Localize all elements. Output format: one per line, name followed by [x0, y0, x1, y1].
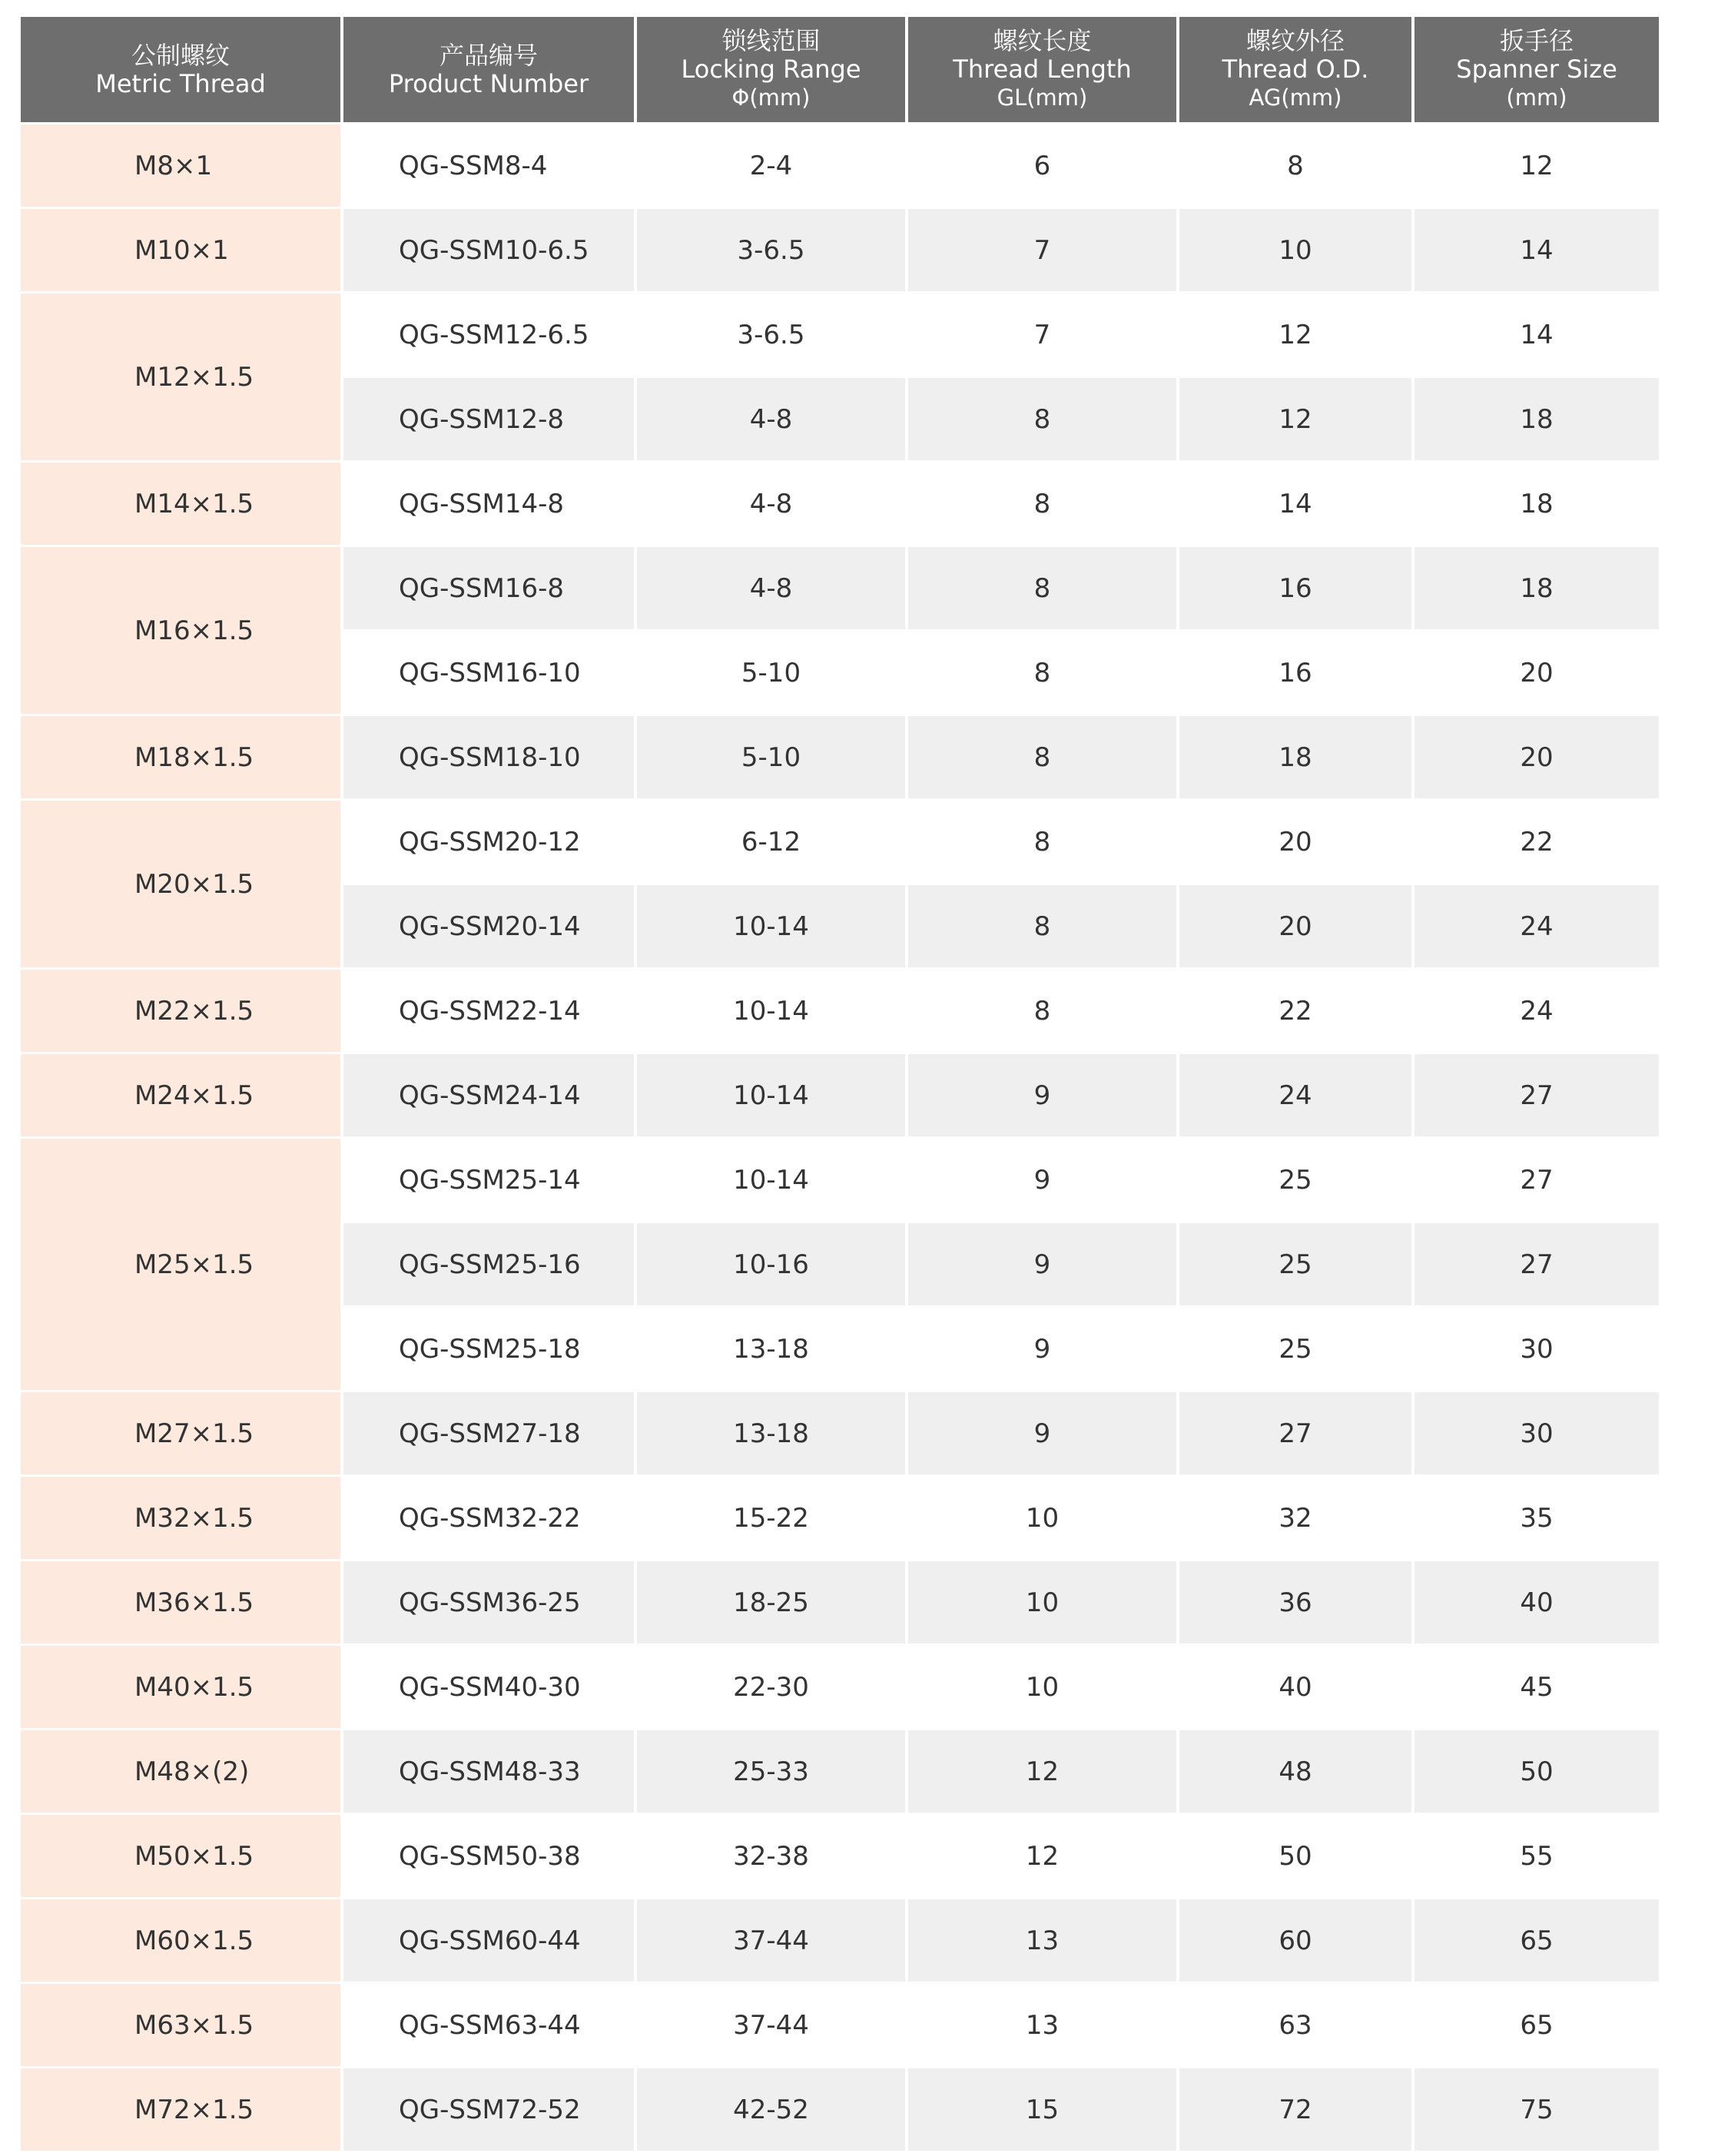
thread-od-cell: 36	[1176, 1559, 1411, 1644]
metric-thread-cell: M36×1.5	[21, 1559, 340, 1644]
thread-od-cell: 8	[1176, 122, 1411, 207]
header-metric-thread	[21, 17, 340, 122]
table-row	[21, 1474, 1659, 1559]
thread-od-cell: 63	[1176, 1982, 1411, 2066]
spanner-size-cell: 27	[1411, 1136, 1659, 1221]
thread-length-cell: 12	[905, 1728, 1176, 1813]
metric-thread-cell: M20×1.5	[21, 798, 340, 967]
thread-length-cell: 15	[905, 2066, 1176, 2151]
product-number-cell: QG-SSM14-8	[340, 460, 634, 545]
thread-length-cell: 8	[905, 798, 1176, 883]
thread-length-cell: 8	[905, 714, 1176, 798]
table-row	[21, 291, 1659, 376]
thread-length-cell: 7	[905, 291, 1176, 376]
header-row	[21, 17, 1659, 122]
product-number-cell: QG-SSM27-18	[340, 1390, 634, 1474]
header-en: Thread O.D.	[1222, 55, 1369, 84]
header-thread-od	[1176, 17, 1411, 122]
header-zh: 锁线范围	[721, 26, 821, 55]
locking-range-cell: 15-22	[634, 1474, 905, 1559]
thread-od-cell: 22	[1176, 967, 1411, 1052]
spanner-size-cell: 14	[1411, 207, 1659, 291]
thread-od-cell: 16	[1176, 545, 1411, 629]
table-row	[21, 1052, 1659, 1136]
table-row	[21, 1728, 1659, 1813]
spanner-size-cell: 12	[1411, 122, 1659, 207]
table-row	[21, 1644, 1659, 1728]
product-number-cell: QG-SSM18-10	[340, 714, 634, 798]
spanner-size-cell: 24	[1411, 967, 1659, 1052]
metric-thread-cell: M72×1.5	[21, 2066, 340, 2151]
metric-thread-cell: M22×1.5	[21, 967, 340, 1052]
metric-thread-cell: M8×1	[21, 122, 340, 207]
thread-od-cell: 32	[1176, 1474, 1411, 1559]
locking-range-cell: 10-14	[634, 967, 905, 1052]
product-number-cell: QG-SSM20-14	[340, 883, 634, 967]
locking-range-cell: 4-8	[634, 460, 905, 545]
locking-range-cell: 10-14	[634, 883, 905, 967]
table-row	[21, 967, 1659, 1052]
metric-thread-cell: M60×1.5	[21, 1897, 340, 1982]
product-number-cell: QG-SSM22-14	[340, 967, 634, 1052]
metric-thread-cell: M10×1	[21, 207, 340, 291]
metric-thread-cell: M40×1.5	[21, 1644, 340, 1728]
header-unit: AG(mm)	[1249, 85, 1342, 111]
table-header	[21, 17, 1659, 122]
locking-range-cell: 2-4	[634, 122, 905, 207]
locking-range-cell: 3-6.5	[634, 291, 905, 376]
spanner-size-cell: 27	[1411, 1052, 1659, 1136]
product-number-cell: QG-SSM25-16	[340, 1221, 634, 1305]
thread-od-cell: 25	[1176, 1136, 1411, 1221]
table-body	[21, 122, 1659, 2151]
locking-range-cell: 5-10	[634, 714, 905, 798]
header-zh: 螺纹长度	[993, 26, 1092, 55]
table-row	[21, 798, 1659, 883]
spanner-size-cell: 20	[1411, 714, 1659, 798]
spanner-size-cell: 30	[1411, 1305, 1659, 1390]
table-row	[21, 2066, 1659, 2151]
product-number-cell: QG-SSM24-14	[340, 1052, 634, 1136]
thread-od-cell: 27	[1176, 1390, 1411, 1474]
product-number-cell: QG-SSM12-8	[340, 376, 634, 460]
locking-range-cell: 32-38	[634, 1813, 905, 1897]
product-number-cell: QG-SSM8-4	[340, 122, 634, 207]
table-row	[21, 207, 1659, 291]
locking-range-cell: 37-44	[634, 1982, 905, 2066]
table-row	[21, 545, 1659, 629]
table-row	[21, 1982, 1659, 2066]
header-en: Product Number	[388, 68, 589, 98]
metric-thread-cell: M48×(2)	[21, 1728, 340, 1813]
metric-thread-cell: M25×1.5	[21, 1136, 340, 1390]
locking-range-cell: 3-6.5	[634, 207, 905, 291]
thread-od-cell: 18	[1176, 714, 1411, 798]
thread-length-cell: 9	[905, 1136, 1176, 1221]
spanner-size-cell: 18	[1411, 460, 1659, 545]
table-row	[21, 1390, 1659, 1474]
product-number-cell: QG-SSM40-30	[340, 1644, 634, 1728]
locking-range-cell: 22-30	[634, 1644, 905, 1728]
spanner-size-cell: 65	[1411, 1982, 1659, 2066]
product-number-cell: QG-SSM20-12	[340, 798, 634, 883]
thread-length-cell: 13	[905, 1897, 1176, 1982]
spanner-size-cell: 50	[1411, 1728, 1659, 1813]
product-number-cell: QG-SSM25-18	[340, 1305, 634, 1390]
header-unit: (mm)	[1506, 85, 1567, 111]
product-number-cell: QG-SSM50-38	[340, 1813, 634, 1897]
locking-range-cell: 6-12	[634, 798, 905, 883]
table-row	[21, 122, 1659, 207]
spanner-size-cell: 20	[1411, 629, 1659, 714]
spanner-size-cell: 30	[1411, 1390, 1659, 1474]
thread-length-cell: 9	[905, 1221, 1176, 1305]
spanner-size-cell: 18	[1411, 376, 1659, 460]
thread-length-cell: 13	[905, 1982, 1176, 2066]
metric-thread-cell: M12×1.5	[21, 291, 340, 460]
metric-thread-cell: M32×1.5	[21, 1474, 340, 1559]
header-spanner-size	[1411, 17, 1659, 122]
spanner-size-cell: 27	[1411, 1221, 1659, 1305]
metric-thread-cell: M27×1.5	[21, 1390, 340, 1474]
header-en: Spanner Size	[1456, 55, 1617, 84]
product-number-cell: QG-SSM10-6.5	[340, 207, 634, 291]
header-en: Thread Length	[953, 55, 1132, 84]
spanner-size-cell: 35	[1411, 1474, 1659, 1559]
thread-od-cell: 25	[1176, 1305, 1411, 1390]
thread-length-cell: 8	[905, 883, 1176, 967]
locking-range-cell: 18-25	[634, 1559, 905, 1644]
spanner-size-cell: 40	[1411, 1559, 1659, 1644]
locking-range-cell: 37-44	[634, 1897, 905, 1982]
thread-od-cell: 20	[1176, 798, 1411, 883]
thread-length-cell: 7	[905, 207, 1176, 291]
header-thread-length	[905, 17, 1176, 122]
table-row	[21, 1136, 1659, 1221]
table-row	[21, 714, 1659, 798]
locking-range-cell: 4-8	[634, 545, 905, 629]
header-zh: 公制螺纹	[131, 40, 230, 70]
metric-thread-cell: M14×1.5	[21, 460, 340, 545]
thread-length-cell: 6	[905, 122, 1176, 207]
metric-thread-cell: M24×1.5	[21, 1052, 340, 1136]
thread-od-cell: 48	[1176, 1728, 1411, 1813]
product-number-cell: QG-SSM25-14	[340, 1136, 634, 1221]
header-unit: GL(mm)	[997, 85, 1088, 111]
thread-od-cell: 12	[1176, 291, 1411, 376]
spanner-size-cell: 18	[1411, 545, 1659, 629]
header-zh: 螺纹外径	[1245, 26, 1345, 55]
product-number-cell: QG-SSM72-52	[340, 2066, 634, 2151]
locking-range-cell: 25-33	[634, 1728, 905, 1813]
thread-length-cell: 8	[905, 376, 1176, 460]
header-en: Locking Range	[681, 55, 861, 84]
locking-range-cell: 5-10	[634, 629, 905, 714]
locking-range-cell: 10-14	[634, 1136, 905, 1221]
thread-length-cell: 8	[905, 460, 1176, 545]
header-unit: Φ(mm)	[731, 85, 811, 111]
thread-od-cell: 72	[1176, 2066, 1411, 2151]
product-number-cell: QG-SSM60-44	[340, 1897, 634, 1982]
thread-length-cell: 10	[905, 1559, 1176, 1644]
thread-od-cell: 12	[1176, 376, 1411, 460]
thread-od-cell: 40	[1176, 1644, 1411, 1728]
product-number-cell: QG-SSM32-22	[340, 1474, 634, 1559]
thread-od-cell: 50	[1176, 1813, 1411, 1897]
product-number-cell: QG-SSM63-44	[340, 1982, 634, 2066]
thread-length-cell: 8	[905, 629, 1176, 714]
metric-thread-cell: M16×1.5	[21, 545, 340, 714]
header-product-number	[340, 17, 634, 122]
header-zh: 扳手径	[1499, 26, 1574, 55]
locking-range-cell: 10-16	[634, 1221, 905, 1305]
table-row	[21, 1813, 1659, 1897]
spanner-size-cell: 45	[1411, 1644, 1659, 1728]
thread-length-cell: 8	[905, 545, 1176, 629]
header-locking-range	[634, 17, 905, 122]
locking-range-cell: 13-18	[634, 1305, 905, 1390]
thread-od-cell: 14	[1176, 460, 1411, 545]
spanner-size-cell: 22	[1411, 798, 1659, 883]
table-row	[21, 1897, 1659, 1982]
thread-length-cell: 10	[905, 1474, 1176, 1559]
thread-od-cell: 20	[1176, 883, 1411, 967]
spanner-size-cell: 75	[1411, 2066, 1659, 2151]
thread-length-cell: 12	[905, 1813, 1176, 1897]
product-number-cell: QG-SSM12-6.5	[340, 291, 634, 376]
thread-od-cell: 60	[1176, 1897, 1411, 1982]
metric-thread-cell: M18×1.5	[21, 714, 340, 798]
metric-thread-cell: M50×1.5	[21, 1813, 340, 1897]
thread-length-cell: 8	[905, 967, 1176, 1052]
product-number-cell: QG-SSM48-33	[340, 1728, 634, 1813]
spanner-size-cell: 55	[1411, 1813, 1659, 1897]
spec-table	[21, 17, 1659, 2151]
thread-length-cell: 9	[905, 1052, 1176, 1136]
locking-range-cell: 4-8	[634, 376, 905, 460]
locking-range-cell: 10-14	[634, 1052, 905, 1136]
spanner-size-cell: 65	[1411, 1897, 1659, 1982]
header-zh: 产品编号	[439, 40, 538, 70]
header-en: Metric Thread	[95, 68, 266, 98]
product-number-cell: QG-SSM16-8	[340, 545, 634, 629]
thread-od-cell: 24	[1176, 1052, 1411, 1136]
thread-length-cell: 10	[905, 1644, 1176, 1728]
product-number-cell: QG-SSM16-10	[340, 629, 634, 714]
metric-thread-cell: M63×1.5	[21, 1982, 340, 2066]
table-row	[21, 1559, 1659, 1644]
locking-range-cell: 42-52	[634, 2066, 905, 2151]
product-number-cell: QG-SSM36-25	[340, 1559, 634, 1644]
table-row	[21, 460, 1659, 545]
thread-od-cell: 10	[1176, 207, 1411, 291]
locking-range-cell: 13-18	[634, 1390, 905, 1474]
thread-length-cell: 9	[905, 1390, 1176, 1474]
thread-length-cell: 9	[905, 1305, 1176, 1390]
spanner-size-cell: 14	[1411, 291, 1659, 376]
spanner-size-cell: 24	[1411, 883, 1659, 967]
thread-od-cell: 25	[1176, 1221, 1411, 1305]
thread-od-cell: 16	[1176, 629, 1411, 714]
